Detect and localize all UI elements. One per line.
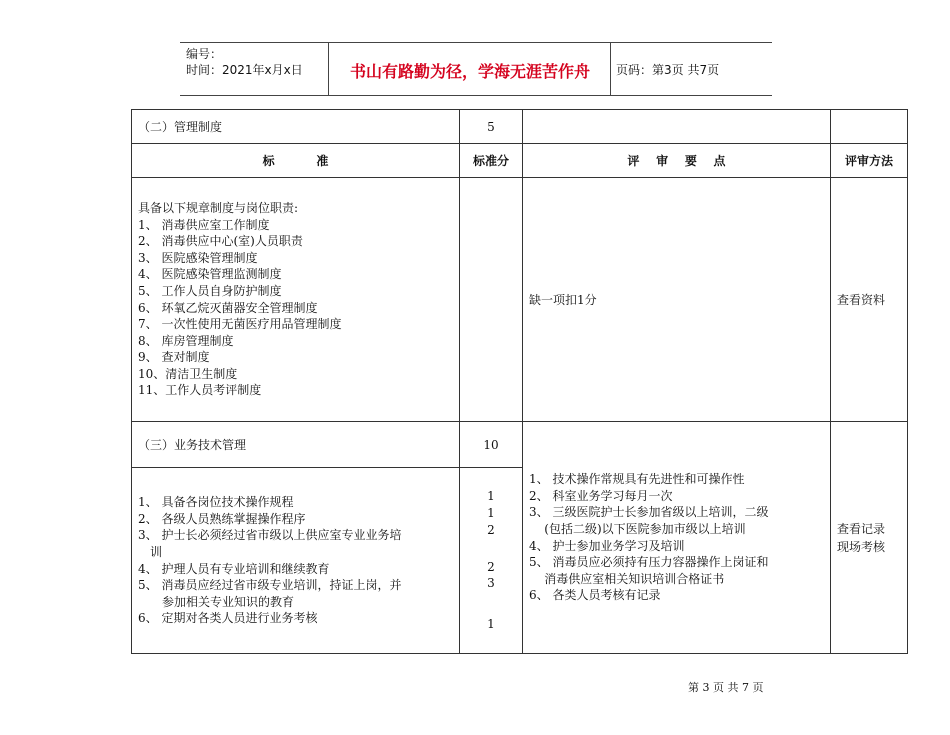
list-item: 1、 具备各岗位技术操作规程 [138,495,294,510]
list-item: 4、 护士参加业务学习及培训 [529,538,685,553]
list-item: 3、 医院感染管理制度 [138,250,258,265]
col-score: 标准分 [460,144,523,178]
list-item: 2、 消毒供应中心(室)人员职责 [138,234,303,249]
list-item: 7、 一次性使用无菌医疗用品管理制度 [138,317,342,332]
section3-standards [132,468,460,654]
header-meta [186,46,303,78]
list-item: 6、 环氧乙烷灭菌器安全管理制度 [138,300,318,315]
list-item: 5、 工作人员自身防护制度 [138,283,282,298]
list-item: 6、 定期对各类人员进行业务考核 [138,611,318,626]
number-label: 编号： [186,47,223,61]
list-item: 5、 消毒员应经过省市级专业培训，持证上岗，并 [138,578,402,593]
list-item: 6、 各类人员考核有记录 [529,588,661,603]
list-intro: 具备以下规章制度与岗位职责: [138,200,299,215]
method-line: 查看记录 [837,521,886,536]
section2-method: 查看资料 [831,178,908,422]
score-value: 1 [487,616,495,631]
list-item: 4、 医院感染管理监测制度 [138,267,282,282]
page-header [180,42,772,96]
section3-points [523,422,831,654]
score-value: 1 [487,506,495,521]
list-item: 9、 查对制度 [138,350,210,365]
review-table [131,109,908,654]
empty-cell [523,110,831,144]
section3-method [831,422,908,654]
time-label: 时间：2021年x月x日 [186,63,303,77]
section2-point: 缺一项扣1分 [523,178,831,422]
section2-title: （二）管理制度 [132,110,460,144]
list-item: 3、 三级医院护士长参加省级以上培训，二级 [529,505,769,520]
section3-scores [460,468,523,654]
list-item: 5、 消毒员应必须持有压力容器操作上岗证和 [529,555,769,570]
section2-score: 5 [460,110,523,144]
col-points: 评 审 要 点 [523,144,831,178]
method-line: 现场考核 [837,539,886,554]
list-item: 8、 库房管理制度 [138,333,234,348]
list-item: 3、 护士长必须经过省市级以上供应室专业业务培 [138,528,402,543]
list-item: 4、 护理人员有专业培训和继续教育 [138,561,330,576]
section3-title: （三）业务技术管理 [132,422,460,468]
section3-score: 10 [460,422,523,468]
score-value [466,592,516,616]
list-item: (包括二级)以下医院参加市级以上培训 [529,521,746,536]
list-item: 1、 技术操作常规具有先进性和可操作性 [529,472,745,487]
col-standard: 标 准 [132,144,460,178]
score-value [466,538,516,555]
score-value: 3 [487,576,495,591]
score-value: 1 [487,489,495,504]
empty-cell [460,178,523,422]
page-footer: 第 3 页 共 7 页 [688,681,764,694]
score-value: 2 [487,559,495,574]
list-item: 10、清洁卫生制度 [138,366,238,381]
list-item: 参加相关专业知识的教育 [162,594,295,609]
empty-cell [831,110,908,144]
list-item: 11、工作人员考评制度 [138,383,262,398]
list-item: 训 [150,544,163,559]
col-method: 评审方法 [831,144,908,178]
page-info: 页码：第3页 共7页 [616,63,720,77]
table-row [132,422,908,468]
list-item: 消毒供应室相关知识培训合格证书 [529,571,725,586]
header-divider [610,43,611,95]
list-item: 2、 各级人员熟练掌握操作程序 [138,511,306,526]
header-divider [328,43,329,95]
table-header-row [132,144,908,178]
section2-standards [132,178,460,422]
list-item: 2、 科室业务学习每月一次 [529,488,673,503]
list-item: 1、 消毒供应室工作制度 [138,217,270,232]
score-value: 2 [487,522,495,537]
table-row [132,178,908,422]
header-motto: 书山有路勤为径，学海无涯苦作舟 [349,62,590,81]
table-row [132,110,908,144]
